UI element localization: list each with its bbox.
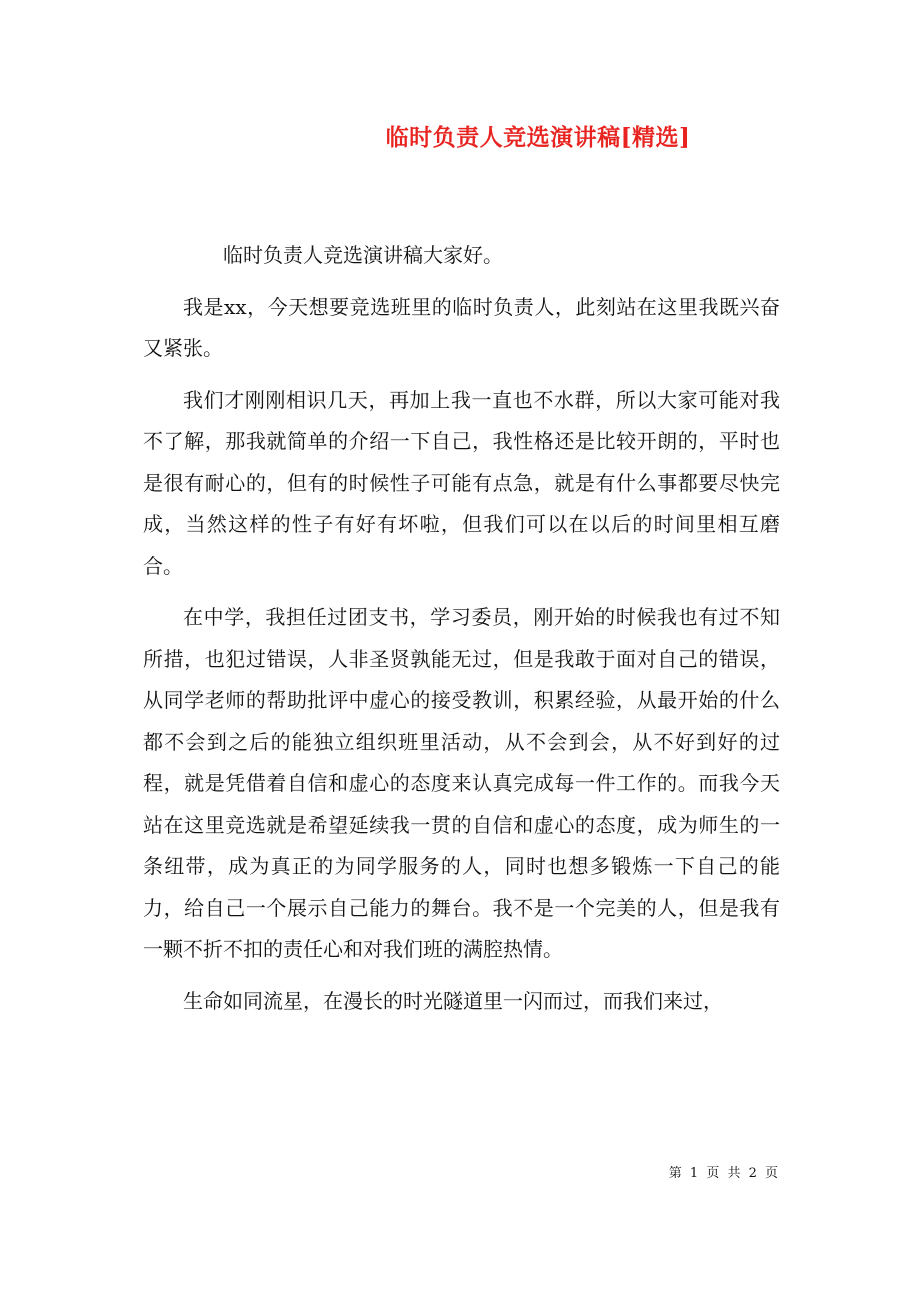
page-number-footer: 第 1 页 共 2 页 xyxy=(668,1166,780,1181)
paragraph-greeting: 临时负责人竞选演讲稿大家好。 xyxy=(223,243,503,267)
document-title: 临时负责人竞选演讲稿[精选] xyxy=(385,124,691,151)
paragraph-closing: 生命如同流星，在漫长的时光隧道里一闪而过，而我们来过， xyxy=(183,988,723,1013)
document-body xyxy=(143,235,780,1032)
paragraph-personality: 我们才刚刚相识几天，再加上我一直也不水群，所以大家可能对我不了解，那我就简单的介绍一下自己，我性格还是比较开朗的，平时也是很有耐心的，但有的时候性子可能有点急，就是有什么事都要尽快完成，当然这样的性子有好有坏啦，但我们可以在以后的时间里相互磨合。 xyxy=(143,387,780,578)
paragraph-experience: 在中学，我担任过团支书，学习委员，刚开始的时候我也有过不知所措，也犯过错误，人非圣贤孰能无过，但是我敢于面对自己的错误，从同学老师的帮助批评中虚心的接受教训，积累经验，从最开始的什么都不会到之后的能独立组织班里活动，从不会到会，从不好到好的过程，就是凭借着自信和虚心的态度来认真完成每一件工作的。而我今天站在这里竞选就是希望延续我一贯的自信和虚心的态度，成为师生的一条纽带，成为真正的为同学服务的人，同时也想多锻炼一下自己的能力，给自己一个展示自己能力的舞台。我不是一个完美的人，但是我有一颗不折不扣的责任心和对我们班的满腔热情。 xyxy=(143,605,780,961)
paragraph-intro: 我是xx，今天想要竞选班里的临时负责人，此刻站在这里我既兴奋又紧张。 xyxy=(143,294,780,360)
